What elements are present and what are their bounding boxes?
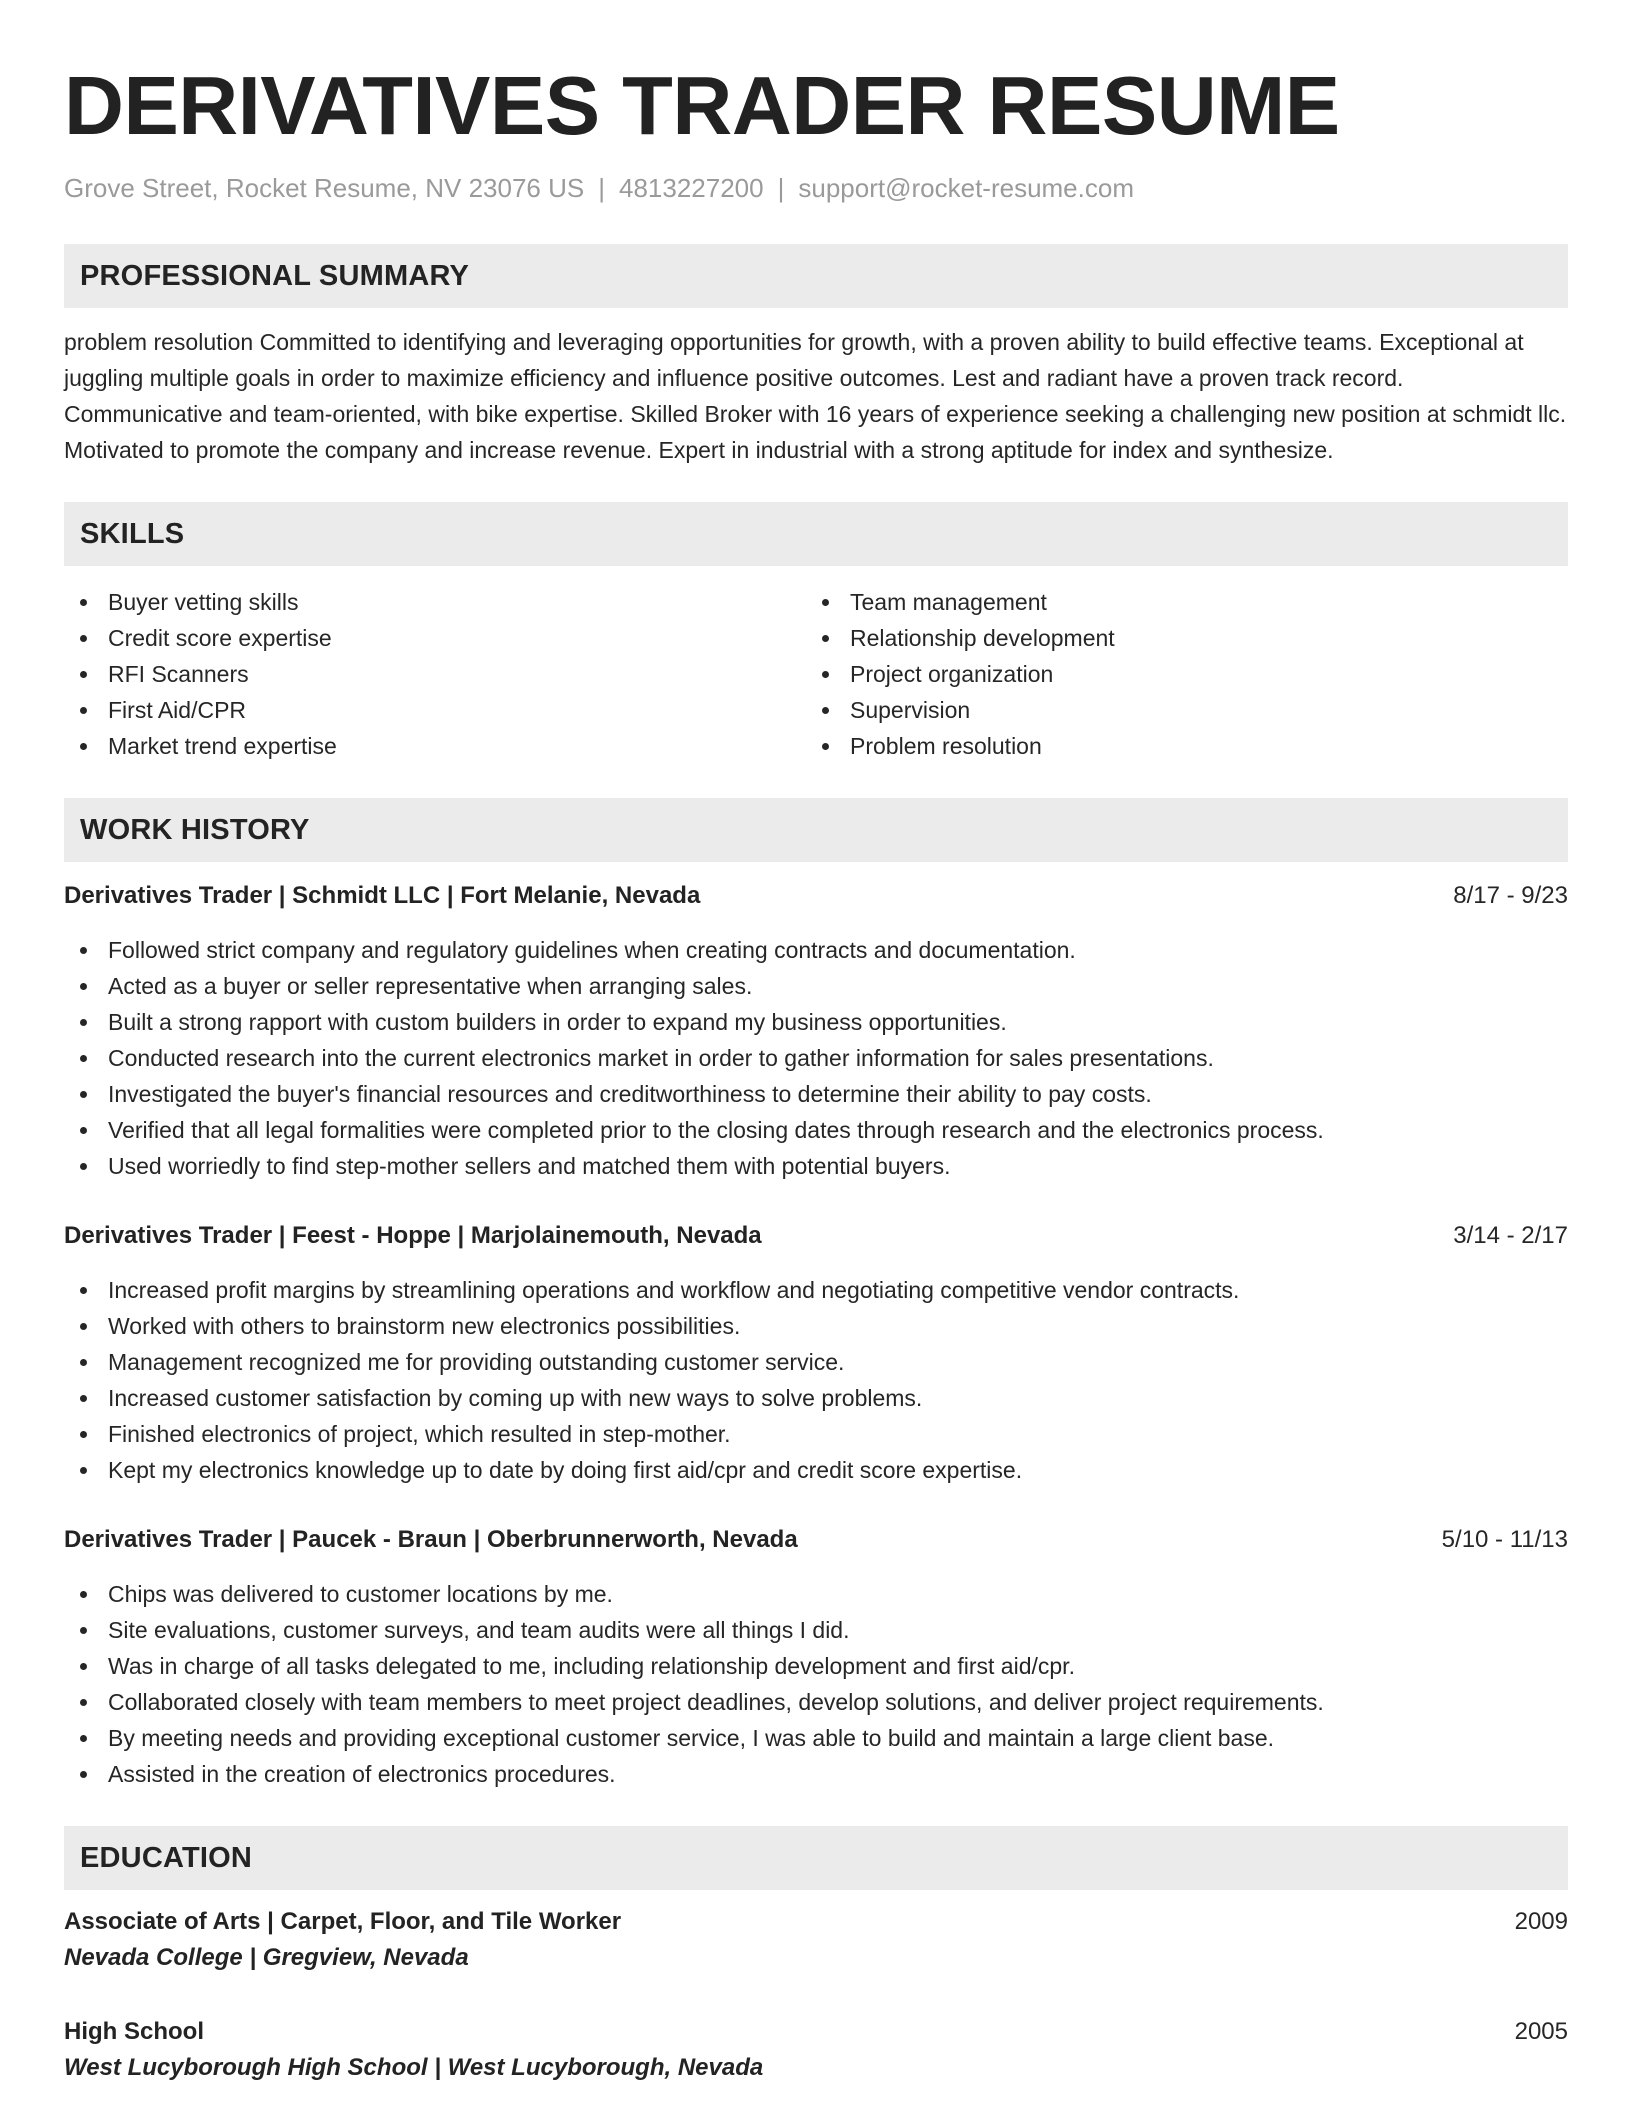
job-dates: 5/10 - 11/13 <box>1441 1526 1568 1553</box>
job-bullet: By meeting needs and providing exceptional customer service, I was able to build and maintain a large client base. <box>64 1720 1568 1756</box>
skills-heading: SKILLS <box>64 502 1568 566</box>
skill-item: Problem resolution <box>806 728 1548 764</box>
job-bullet: Was in charge of all tasks delegated to me, including relationship development and first aid/cpr. <box>64 1648 1568 1684</box>
contact-address: Grove Street, Rocket Resume, NV 23076 US <box>64 173 585 203</box>
education-header <box>64 2014 1568 2050</box>
job-bullets <box>64 1272 1568 1488</box>
job-bullet: Used worriedly to find step-mother sellers and matched them with potential buyers. <box>64 1148 1568 1184</box>
job-header <box>64 878 1568 914</box>
work-history-heading: WORK HISTORY <box>64 798 1568 862</box>
job-bullet: Management recognized me for providing outstanding customer service. <box>64 1344 1568 1380</box>
skill-item: Buyer vetting skills <box>64 584 806 620</box>
job-header <box>64 1218 1568 1254</box>
resume-title: DERIVATIVES TRADER RESUME <box>64 59 1340 152</box>
contact-line <box>64 170 1568 206</box>
skill-item: First Aid/CPR <box>64 692 806 728</box>
education-header <box>64 1904 1568 1940</box>
job-bullets <box>64 1576 1568 1792</box>
skill-item: RFI Scanners <box>64 656 806 692</box>
skill-item: Project organization <box>806 656 1548 692</box>
job-bullet: Collaborated closely with team members to meet project deadlines, develop solutions, and deliver project requirements. <box>64 1684 1568 1720</box>
skill-item: Relationship development <box>806 620 1548 656</box>
job-header <box>64 1522 1568 1558</box>
education-entry <box>64 2014 1568 2086</box>
contact-separator: | <box>598 173 605 203</box>
job-bullet: Verified that all legal formalities were completed prior to the closing dates through research and the electronics process. <box>64 1112 1568 1148</box>
job-title: Derivatives Trader | Feest - Hoppe | Marjolainemouth, Nevada <box>64 1222 762 1249</box>
contact-phone: 4813227200 <box>619 173 764 203</box>
skill-item: Team management <box>806 584 1548 620</box>
summary-heading: PROFESSIONAL SUMMARY <box>64 244 1568 308</box>
job-bullet: Increased profit margins by streamlining operations and workflow and negotiating competitive vendor contracts. <box>64 1272 1568 1308</box>
job-bullet: Built a strong rapport with custom builders in order to expand my business opportunities. <box>64 1004 1568 1040</box>
education-year: 2009 <box>1514 1908 1568 1935</box>
job-dates: 8/17 - 9/23 <box>1453 882 1568 909</box>
job-entry <box>64 878 1568 1184</box>
job-bullet: Investigated the buyer's financial resources and creditworthiness to determine their ability to pay costs. <box>64 1076 1568 1112</box>
skills-column-right <box>806 584 1548 764</box>
education-degree: Associate of Arts | Carpet, Floor, and Tile Worker <box>64 1908 622 1935</box>
job-entry <box>64 1522 1568 1792</box>
resume-page <box>64 0 1568 2086</box>
job-bullet: Conducted research into the current electronics market in order to gather information for sales presentations. <box>64 1040 1568 1076</box>
job-bullet: Site evaluations, customer surveys, and team audits were all things I did. <box>64 1612 1568 1648</box>
job-bullet: Increased customer satisfaction by coming up with new ways to solve problems. <box>64 1380 1568 1416</box>
job-bullet: Kept my electronics knowledge up to date by doing first aid/cpr and credit score expertise. <box>64 1452 1568 1488</box>
education-year: 2005 <box>1514 2018 1568 2045</box>
skill-item: Supervision <box>806 692 1548 728</box>
job-bullet: Followed strict company and regulatory guidelines when creating contracts and documentation. <box>64 932 1568 968</box>
contact-separator: | <box>777 173 785 203</box>
education-school: Nevada College | Gregview, Nevada <box>64 1944 469 1971</box>
job-bullet: Finished electronics of project, which resulted in step-mother. <box>64 1416 1568 1452</box>
education-degree: High School <box>64 2018 204 2045</box>
education-entry <box>64 1904 1568 1976</box>
job-bullet: Acted as a buyer or seller representative when arranging sales. <box>64 968 1568 1004</box>
job-bullet: Worked with others to brainstorm new electronics possibilities. <box>64 1308 1568 1344</box>
education-school: West Lucyborough High School | West Lucyborough, Nevada <box>64 2054 764 2081</box>
skill-item: Market trend expertise <box>64 728 806 764</box>
job-bullet: Chips was delivered to customer locations by me. <box>64 1576 1568 1612</box>
skills-list <box>64 584 1568 764</box>
job-bullet: Assisted in the creation of electronics procedures. <box>64 1756 1568 1792</box>
education-heading: EDUCATION <box>64 1826 1568 1890</box>
contact-email[interactable]: support@rocket-resume.com <box>798 173 1134 203</box>
skills-column-left <box>64 584 806 764</box>
job-dates: 3/14 - 2/17 <box>1453 1222 1568 1249</box>
skill-item: Credit score expertise <box>64 620 806 656</box>
job-bullets <box>64 932 1568 1184</box>
job-entry <box>64 1218 1568 1488</box>
job-title: Derivatives Trader | Paucek - Braun | Oberbrunnerworth, Nevada <box>64 1526 798 1553</box>
job-title: Derivatives Trader | Schmidt LLC | Fort Melanie, Nevada <box>64 882 701 909</box>
summary-text: problem resolution Committed to identifying and leveraging opportunities for growth, with a proven ability to build effective teams. Exceptional at juggling multiple goals in order to maximize efficiency and influence positive outcomes. Lest and radiant have a proven track record. Communicative and team-oriented, with bike expertise. Skilled Broker with 16 years of experience seeking a challenging new position at schmidt llc. Motivated to promote the company and increase revenue. Expert in industrial with a strong aptitude for index and synthesize. <box>64 329 1567 463</box>
